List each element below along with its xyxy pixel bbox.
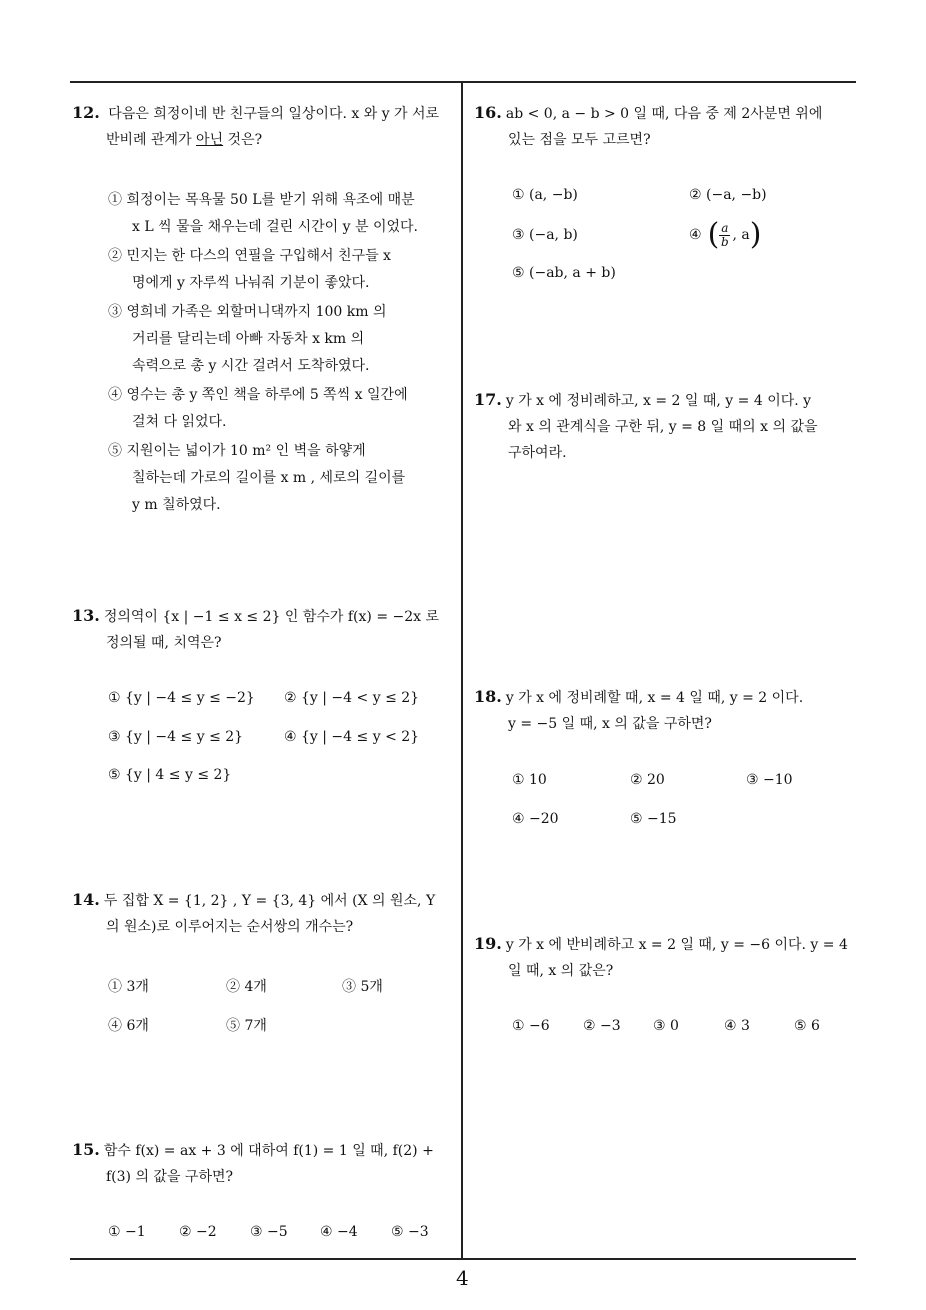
- option-line: x L 씩 물을 채우는데 걸린 시간이 y 분 이었다.: [132, 219, 418, 235]
- page-number: 4: [456, 1266, 469, 1290]
- question-12: [72, 100, 457, 153]
- fraction-tail: , a: [732, 227, 750, 243]
- question-text: 구하여라.: [508, 445, 567, 461]
- question-number: 19.: [474, 934, 502, 953]
- option-3[interactable]: ③ −5: [250, 1224, 288, 1240]
- question-text: y 가 x 에 정비례할 때, x = 4 일 때, y = 2 이다.: [505, 690, 804, 706]
- question-14: [72, 887, 457, 940]
- question-number: 18.: [474, 687, 502, 706]
- option-5[interactable]: ⑤ −3: [391, 1224, 429, 1240]
- option-5[interactable]: ⑤ −15: [630, 811, 677, 827]
- question-text: 일 때, x 의 값은?: [508, 963, 614, 979]
- paren-right: ): [749, 217, 762, 252]
- option-line: 명에게 y 자루씩 나눠줘 기분이 좋았다.: [132, 275, 370, 291]
- paren-left: (: [707, 217, 720, 252]
- question-number: 14.: [72, 890, 100, 909]
- column-divider: [461, 82, 463, 1260]
- question-text: 것은?: [223, 132, 263, 148]
- option-line: ④ 영수는 총 y 쪽인 책을 하루에 5 쪽씩 x 일간에: [108, 387, 408, 403]
- question-number: 15.: [72, 1140, 100, 1159]
- question-13: [72, 603, 457, 656]
- top-rule: [70, 81, 856, 83]
- option-2[interactable]: ② −3: [583, 1018, 621, 1034]
- question-text: 정의역이 {x | −1 ≤ x ≤ 2} 인 함수가 f(x) = −2x 로: [103, 609, 440, 625]
- option-2[interactable]: ② 20: [630, 772, 665, 788]
- option-5[interactable]: ⑤ {y | 4 ≤ y ≤ 2}: [108, 767, 232, 783]
- option-2[interactable]: ② (−a, −b): [689, 187, 767, 203]
- option-3[interactable]: [108, 299, 453, 380]
- option-1[interactable]: ① −6: [512, 1018, 550, 1034]
- option-line: 걸쳐 다 읽었다.: [132, 414, 227, 430]
- bottom-rule: [70, 1258, 856, 1260]
- option-line: ③ 영희네 가족은 외할머니댁까지 100 km 의: [108, 304, 387, 320]
- option-line: 속력으로 총 y 시간 걸려서 도착하였다.: [132, 358, 370, 374]
- fraction-numerator: a: [721, 220, 729, 235]
- option-line: y m 칠하였다.: [132, 497, 221, 513]
- option-line: 거리를 달리는데 아빠 자동차 x km 의: [132, 331, 365, 347]
- question-number: 12.: [72, 103, 100, 122]
- question-15: [72, 1137, 457, 1190]
- question-number: 13.: [72, 606, 100, 625]
- question-12-stem-line2: [72, 127, 457, 153]
- option-1[interactable]: ① −1: [108, 1224, 146, 1240]
- question-text: y 가 x 에 반비례하고 x = 2 일 때, y = −6 이다. y = 4: [505, 937, 848, 953]
- option-4[interactable]: ④ {y | −4 ≤ y < 2}: [284, 729, 420, 745]
- option-1[interactable]: ① 10: [512, 772, 547, 788]
- option-1[interactable]: [108, 187, 453, 241]
- question-text: f(3) 의 값을 구하면?: [106, 1169, 234, 1185]
- question-18: [474, 684, 860, 737]
- question-12-stem: [72, 100, 457, 127]
- q12-options: [108, 187, 453, 519]
- option-4[interactable]: ④ 3: [724, 1018, 750, 1034]
- question-text: 함수 f(x) = ax + 3 에 대하여 f(1) = 1 일 때, f(2) +: [103, 1143, 434, 1159]
- question-text: 다음은 희정이네 반 친구들의 일상이다. x 와 y 가 서로: [108, 106, 440, 122]
- option-3[interactable]: ③ {y | −4 ≤ y ≤ 2}: [108, 729, 244, 745]
- question-text: 반비례 관계가: [106, 132, 197, 148]
- option-5[interactable]: [108, 438, 453, 519]
- question-text: 있는 점을 모두 고르면?: [508, 132, 651, 148]
- question-text: 와 x 의 관계식을 구한 뒤, y = 8 일 때의 x 의 값을: [508, 419, 818, 435]
- option-3[interactable]: ③ −10: [746, 772, 793, 788]
- option-5[interactable]: ⑤ 6: [794, 1018, 820, 1034]
- question-16: [474, 100, 860, 153]
- question-number: 17.: [474, 390, 502, 409]
- option-line: ① 희정이는 목욕물 50 L를 받기 위해 욕조에 매분: [108, 192, 415, 208]
- fraction-denominator: b: [721, 234, 729, 249]
- question-17: [474, 387, 860, 466]
- option-5[interactable]: ⑤ (−ab, a + b): [512, 265, 616, 281]
- question-text: ab < 0, a − b > 0 일 때, 다음 중 제 2사분면 위에: [505, 106, 823, 122]
- question-19: [474, 931, 860, 984]
- option-line: 칠하는데 가로의 길이를 x m , 세로의 길이를: [132, 470, 406, 486]
- question-text: y = −5 일 때, x 의 값을 구하면?: [508, 716, 712, 732]
- option-4[interactable]: ④ 6개: [108, 1018, 149, 1034]
- option-line: ② 민지는 한 다스의 연필을 구입해서 친구들 x: [108, 248, 391, 264]
- option-4[interactable]: ④ −4: [320, 1224, 358, 1240]
- option-4[interactable]: [689, 217, 762, 252]
- question-text: 정의될 때, 치역은?: [106, 635, 222, 651]
- question-text: y 가 x 에 정비례하고, x = 2 일 때, y = 4 이다. y: [505, 393, 812, 409]
- option-2[interactable]: ② 4개: [226, 979, 267, 995]
- option-3[interactable]: ③ 5개: [342, 979, 383, 995]
- fraction: [719, 222, 730, 249]
- option-2[interactable]: ② {y | −4 < y ≤ 2}: [284, 690, 420, 706]
- question-number: 16.: [474, 103, 502, 122]
- option-4[interactable]: [108, 382, 453, 436]
- option-4[interactable]: ④ −20: [512, 811, 559, 827]
- option-1[interactable]: ① (a, −b): [512, 187, 578, 203]
- question-text: 두 집합 X = {1, 2} , Y = {3, 4} 에서 (X 의 원소, Y: [103, 893, 436, 909]
- option-3[interactable]: ③ (−a, b): [512, 227, 578, 243]
- option-1[interactable]: ① {y | −4 ≤ y ≤ −2}: [108, 690, 255, 706]
- question-text: 의 원소)로 이루어지는 순서쌍의 개수는?: [106, 919, 354, 935]
- option-2[interactable]: [108, 243, 453, 297]
- option-line: ⑤ 지원이는 넓이가 10 m² 인 벽을 하얗게: [108, 443, 366, 459]
- option-5[interactable]: ⑤ 7개: [226, 1018, 267, 1034]
- option-1[interactable]: ① 3개: [108, 979, 149, 995]
- underlined-word: 아닌: [196, 132, 224, 148]
- option-marker: ④: [689, 227, 702, 243]
- option-2[interactable]: ② −2: [179, 1224, 217, 1240]
- option-3[interactable]: ③ 0: [653, 1018, 679, 1034]
